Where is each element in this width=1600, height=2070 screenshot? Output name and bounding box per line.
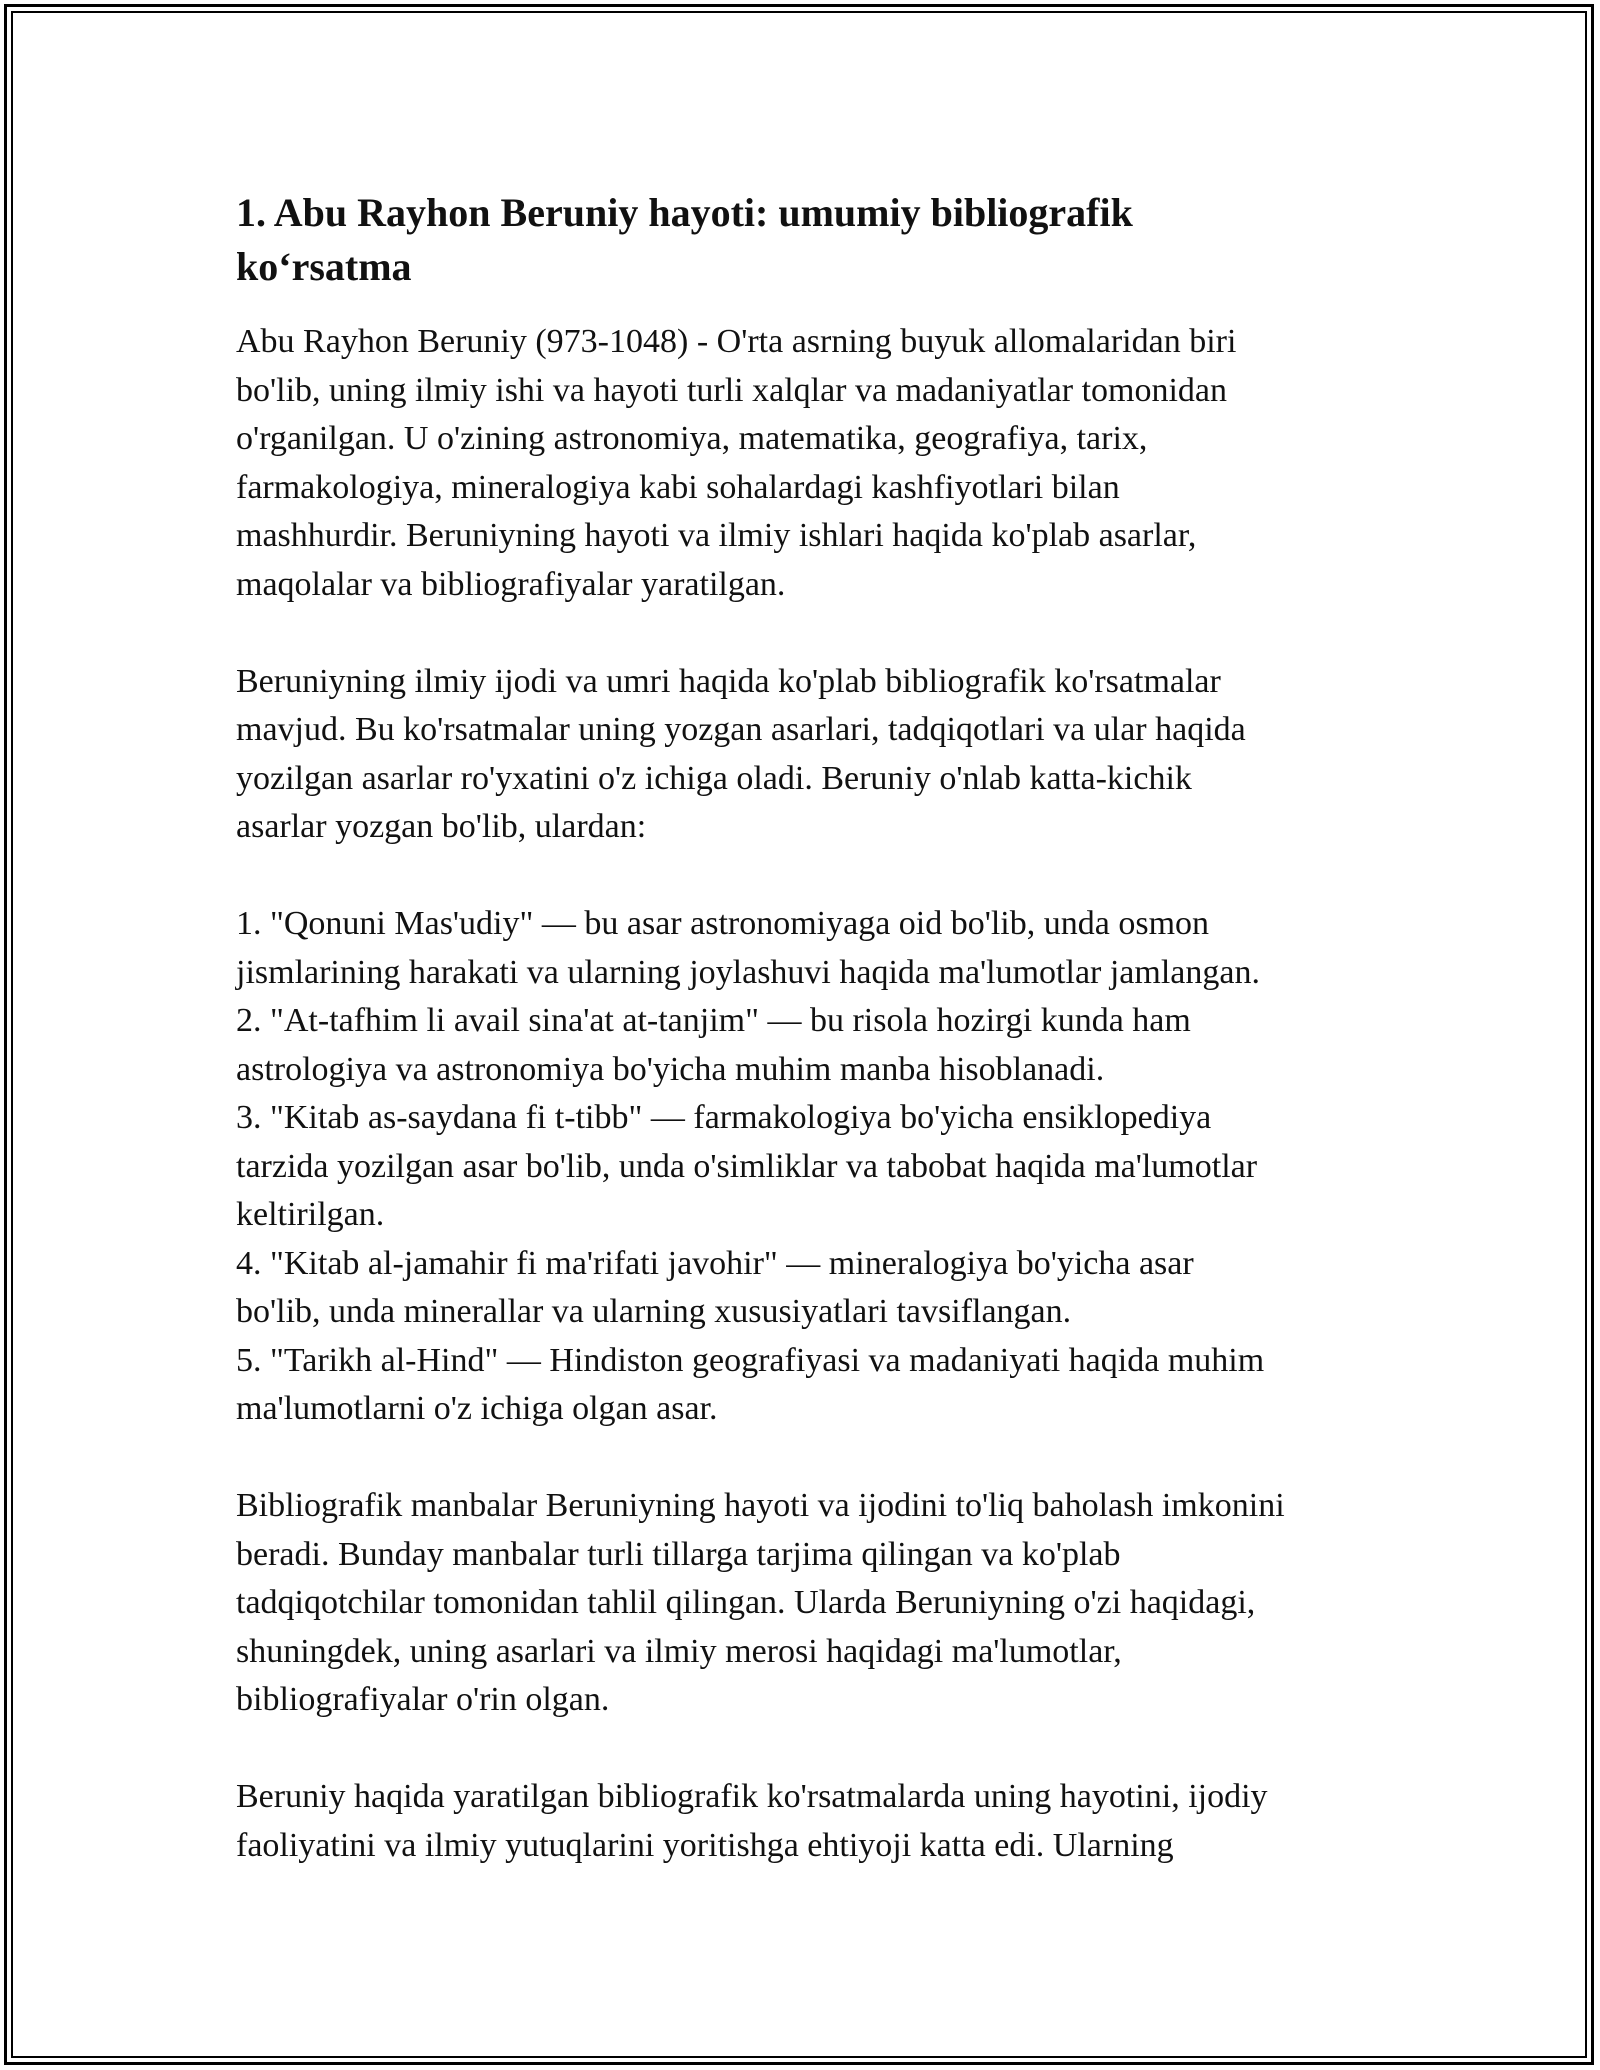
text-line: beradi. Bunday manbalar turli tillarga tarjima qilingan va ko'plab <box>236 1535 1121 1573</box>
text-line: bo'lib, uning ilmiy ishi va hayoti turli xalqlar va madaniyatlar tomonidan <box>236 371 1227 409</box>
text-line: astrologiya va astronomiya bo'yicha muhim manba hisoblanadi. <box>236 1050 1105 1088</box>
list-item <box>236 1240 1406 1337</box>
heading-line: 1. Abu Rayhon Beruniy hayoti: umumiy bibliografik <box>236 190 1133 235</box>
text-line: farmakologiya, mineralogiya kabi sohalardagi kashfiyotlari bilan <box>236 468 1120 506</box>
text-line: 1. "Qonuni Mas'udiy" — bu asar astronomiyaga oid bo'lib, unda osmon <box>236 905 1210 942</box>
text-line: 3. "Kitab as-saydana fi t-tibb" — farmakologiya bo'yicha ensiklopediya <box>236 1099 1212 1136</box>
list-item <box>236 1337 1406 1434</box>
paragraph-sources <box>236 1482 1406 1725</box>
text-line: 4. "Kitab al-jamahir fi ma'rifati javohir" — mineralogiya bo'yicha asar <box>236 1244 1194 1282</box>
document-body <box>236 186 1406 1870</box>
text-line: keltirilgan. <box>236 1196 385 1233</box>
paragraph-spacer <box>236 609 1406 658</box>
text-line: mashhurdir. Beruniyning hayoti va ilmiy ishlari haqida ko'plab asarlar, <box>236 517 1197 554</box>
text-line: bo'lib, unda minerallar va ularning xususiyatlari tavsiflangan. <box>236 1293 1072 1330</box>
text-line: o'rganilgan. U o'zining astronomiya, matematika, geografiya, tarix, <box>236 420 1148 457</box>
list-item <box>236 1094 1406 1240</box>
paragraph-spacer <box>236 852 1406 901</box>
text-line: maqolalar va bibliografiyalar yaratilgan. <box>236 565 786 603</box>
paragraph-bibliography-intro <box>236 658 1406 852</box>
text-line: 2. "At-tafhim li avail sina'at at-tanjim" — bu risola hozirgi kunda ham <box>236 1002 1191 1039</box>
text-line: 5. "Tarikh al-Hind" — Hindiston geografiyasi va madaniyati haqida muhim <box>236 1341 1265 1379</box>
text-line: tarzida yozilgan asar bo'lib, unda o'simliklar va tabobat haqida ma'lumotlar <box>236 1147 1258 1185</box>
paragraph-intro <box>236 318 1406 609</box>
text-line: bibliografiyalar o'rin olgan. <box>236 1681 610 1718</box>
text-line: tadqiqotchilar tomonidan tahlil qilingan. Ularda Beruniyning o'zi haqidagi, <box>236 1584 1256 1621</box>
text-line: Beruniyning ilmiy ijodi va umri haqida ko'plab bibliografik ko'rsatmalar <box>236 662 1221 700</box>
text-line: Bibliografik manbalar Beruniyning hayoti va ijodini to'liq baholash imkonini <box>236 1487 1285 1524</box>
paragraph-spacer <box>236 1434 1406 1483</box>
text-line: jismlarining harakati va ularning joylashuvi haqida ma'lumotlar jamlangan. <box>236 953 1260 991</box>
section-heading <box>236 186 1236 294</box>
text-line: shuningdek, uning asarlari va ilmiy merosi haqidagi ma'lumotlar, <box>236 1632 1122 1670</box>
paragraph-spacer <box>236 1725 1406 1774</box>
text-line: faoliyatini va ilmiy yutuqlarini yoritishga ehtiyoji katta edi. Ularning <box>236 1826 1174 1864</box>
paragraph-closing <box>236 1773 1406 1870</box>
text-line: Abu Rayhon Beruniy (973-1048) - O'rta asrning buyuk allomalaridan biri <box>236 323 1237 360</box>
list-item <box>236 997 1406 1094</box>
text-line: mavjud. Bu ko'rsatmalar uning yozgan asarlari, tadqiqotlari va ular haqida <box>236 711 1246 748</box>
list-item <box>236 900 1406 997</box>
heading-line: ko‘rsatma <box>236 244 412 289</box>
text-line: Beruniy haqida yaratilgan bibliografik ko'rsatmalarda uning hayotini, ijodiy <box>236 1778 1268 1815</box>
text-line: asarlar yozgan bo'lib, ulardan: <box>236 808 647 845</box>
works-list <box>236 900 1406 1434</box>
text-line: yozilgan asarlar ro'yxatini o'z ichiga oladi. Beruniy o'nlab katta-kichik <box>236 759 1192 797</box>
text-line: ma'lumotlarni o'z ichiga olgan asar. <box>236 1390 718 1427</box>
